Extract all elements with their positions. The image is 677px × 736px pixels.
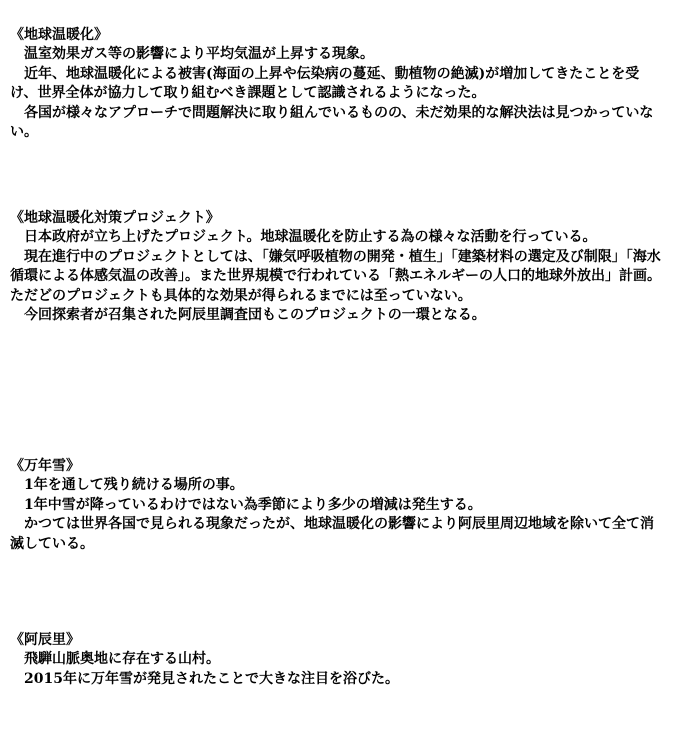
paragraph: 近年、地球温暖化による被害(海面の上昇や伝染病の蔓延、動植物の絶滅)が増加してきたことを受け、世界全体が協力して取り組むべき課題として認識されるようになった。: [10, 65, 640, 101]
section-heading: 《地球温暖化対策プロジェクト》: [10, 210, 220, 226]
paragraph: 1年中雪が降っているわけではない為季節により多少の増減は発生する。: [24, 496, 482, 513]
section-perennial-snow: [10, 456, 665, 554]
paragraph: 今回探索者が召集された阿辰里調査団もこのプロジェクトの一環となる。: [24, 307, 486, 323]
section-heading: 《阿辰里》: [10, 632, 80, 648]
paragraph: 現在進行中のプロジェクトとしては、「嫌気呼吸植物の開発・植生」「建築材料の選定及び制限」「海水循環による体感気温の改善」。また世界規模で行われている「熱エネルギーの人口的地球外放出」計画。ただどのプロジェクトも具体的な効果が得られるまでには至っていない。: [10, 248, 661, 304]
section-warming-countermeasure-project: [10, 208, 665, 326]
paragraph: 温室効果ガス等の影響により平均気温が上昇する現象。: [24, 46, 374, 62]
paragraph: 2015年に万年雪が発見されたことで大きな注目を浴びた。: [24, 670, 399, 687]
paragraph: 各国が様々なアプローチで問題解決に取り組んでいるものの、未だ効果的な解決法は見つかっていない。: [10, 104, 654, 140]
paragraph: 日本政府が立ち上げたプロジェクト。地球温暖化を防止する為の様々な活動を行っている。: [24, 229, 597, 245]
section-heading: 《地球温暖化》: [10, 27, 108, 43]
paragraph: 飛騨山脈奥地に存在する山村。: [24, 651, 220, 667]
section-heading: 《万年雪》: [10, 458, 80, 474]
section-atatsuri: [10, 630, 665, 689]
paragraph: 1年を通して残り続ける場所の事。: [24, 477, 244, 493]
paragraph: かつては世界各国で見られる現象だったが、地球温暖化の影響により阿辰里周辺地域を除いて全て消滅している。: [10, 516, 654, 552]
section-global-warming: [10, 25, 665, 143]
